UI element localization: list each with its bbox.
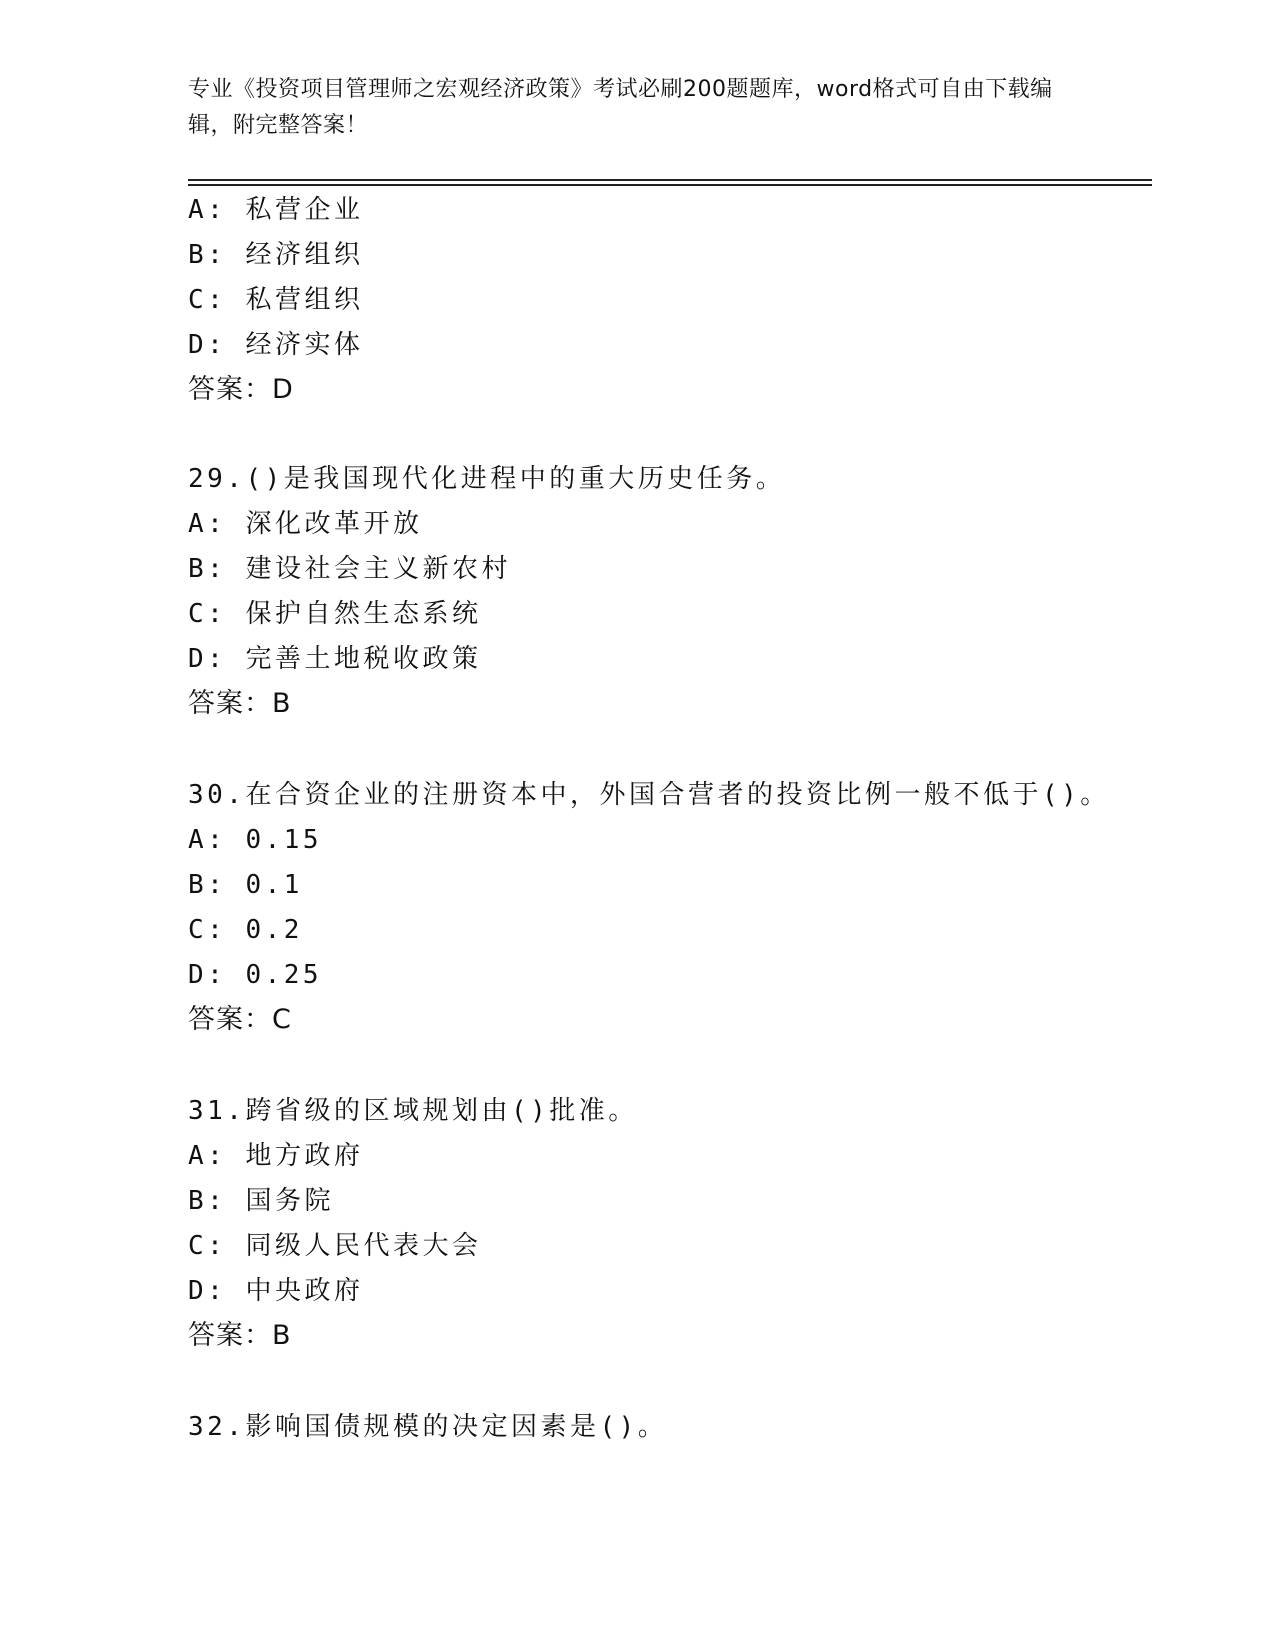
answer-line: 答案：B <box>188 1320 292 1351</box>
answer-line: 答案：B <box>188 688 292 719</box>
document-header: 专业《投资项目管理师之宏观经济政策》考试必刷200题题库，word格式可自由下载编辑，附完整答案！ <box>188 77 1053 138</box>
option-a: A: 地方政府 <box>188 1141 364 1171</box>
answer-line: 答案：D <box>188 374 294 405</box>
option-b: B: 建设社会主义新农村 <box>188 554 511 584</box>
option-b: B: 国务院 <box>188 1186 334 1216</box>
option-c: C: 0.2 <box>188 915 303 945</box>
question-stem: 29.()是我国现代化进程中的重大历史任务。 <box>188 464 786 494</box>
option-d: D: 完善土地税收政策 <box>188 644 482 674</box>
header-divider-bottom <box>188 184 1152 186</box>
header-divider-top <box>188 179 1152 181</box>
question-stem: 30.在合资企业的注册资本中，外国合营者的投资比例一般不低于()。 <box>188 780 1110 810</box>
option-b: B: 0.1 <box>188 870 303 900</box>
answer-line: 答案：C <box>188 1004 292 1035</box>
option-d: D: 中央政府 <box>188 1276 364 1306</box>
option-c: C: 私营组织 <box>188 285 364 315</box>
option-c: C: 保护自然生态系统 <box>188 599 482 629</box>
question-stem: 32.影响国债规模的决定因素是()。 <box>188 1412 668 1442</box>
option-d: D: 经济实体 <box>188 330 364 360</box>
option-b: B: 经济组织 <box>188 240 364 270</box>
option-a: A: 0.15 <box>188 825 323 855</box>
option-a: A: 私营企业 <box>188 195 364 225</box>
option-d: D: 0.25 <box>188 960 323 990</box>
option-a: A: 深化改革开放 <box>188 509 423 539</box>
option-c: C: 同级人民代表大会 <box>188 1231 482 1261</box>
question-stem: 31.跨省级的区域规划由()批准。 <box>188 1096 638 1126</box>
